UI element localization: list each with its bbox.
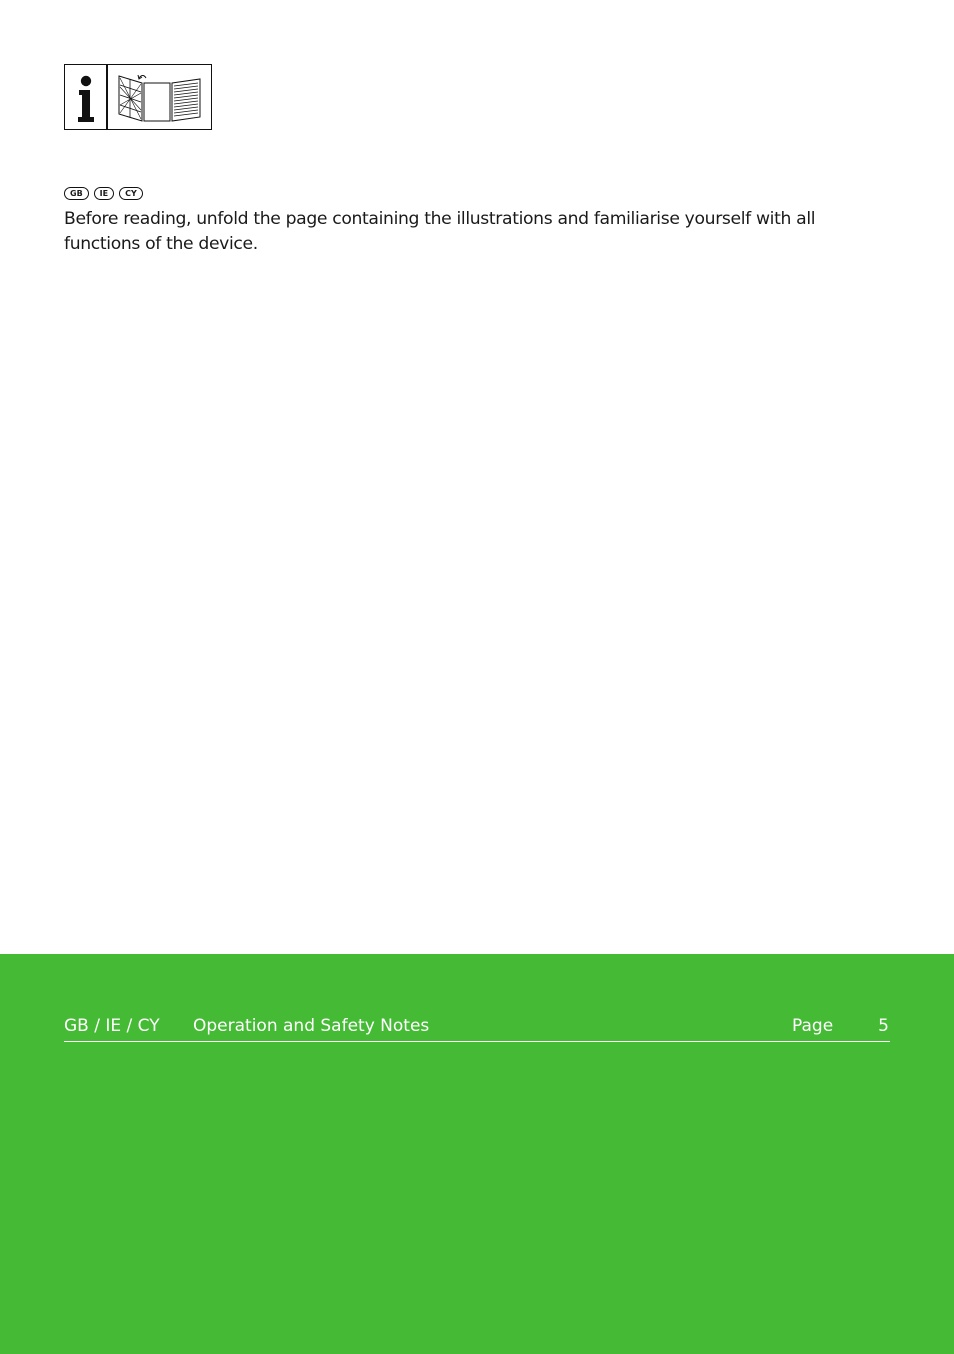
- info-i-icon: [64, 64, 107, 130]
- toc-countries: GB / IE / CY: [64, 1016, 160, 1036]
- country-badge-gb: GB: [64, 187, 89, 200]
- country-badge-ie: IE: [94, 187, 114, 200]
- info-illustration-block: [64, 64, 212, 130]
- toc-entry[interactable]: [64, 1013, 890, 1042]
- toc-page-label: Page: [792, 1016, 834, 1036]
- country-badges: [64, 186, 143, 200]
- toc-page-number: 5: [878, 1016, 889, 1036]
- country-badge-cy: CY: [119, 187, 143, 200]
- toc-title: Operation and Safety Notes: [193, 1016, 430, 1036]
- fold-out-page-icon: [107, 64, 212, 130]
- intro-text: Before reading, unfold the page containing the illustrations and familiarise yourself with all functions of the device.: [64, 209, 816, 254]
